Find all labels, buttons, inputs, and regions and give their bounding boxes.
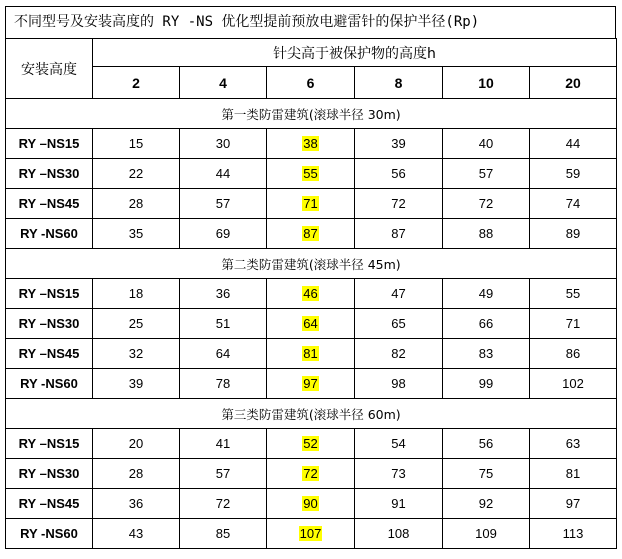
model-cell: RY -NS60 xyxy=(6,219,93,249)
radius-cell xyxy=(267,309,355,339)
section-header-row xyxy=(6,399,617,429)
section-title: 第三类防雷建筑(滚球半径 60m) xyxy=(6,399,617,429)
highlighted-value: 107 xyxy=(299,526,322,541)
height-header-8: 8 xyxy=(355,67,443,99)
table-row xyxy=(6,129,617,159)
radius-cell: 72 xyxy=(355,189,443,219)
radius-cell: 36 xyxy=(93,489,180,519)
tip-height-group-header: 针尖高于被保护物的高度h xyxy=(93,39,617,67)
radius-cell: 89 xyxy=(530,219,617,249)
radius-cell: 55 xyxy=(530,279,617,309)
model-cell: RY –NS45 xyxy=(6,339,93,369)
highlighted-value: 90 xyxy=(303,496,318,511)
radius-cell: 56 xyxy=(443,429,530,459)
radius-cell: 20 xyxy=(93,429,180,459)
radius-cell: 113 xyxy=(530,519,617,549)
highlighted-value: 97 xyxy=(303,376,318,391)
radius-cell: 43 xyxy=(93,519,180,549)
height-header-4: 4 xyxy=(180,67,267,99)
radius-cell: 57 xyxy=(180,459,267,489)
section-title: 第一类防雷建筑(滚球半径 30m) xyxy=(6,99,617,129)
radius-cell: 98 xyxy=(355,369,443,399)
model-cell: RY –NS45 xyxy=(6,489,93,519)
radius-cell: 108 xyxy=(355,519,443,549)
height-header-2: 2 xyxy=(93,67,180,99)
table-row xyxy=(6,159,617,189)
radius-cell: 91 xyxy=(355,489,443,519)
radius-cell: 75 xyxy=(443,459,530,489)
model-cell: RY -NS60 xyxy=(6,519,93,549)
radius-cell: 83 xyxy=(443,339,530,369)
model-cell: RY –NS15 xyxy=(6,279,93,309)
table-row xyxy=(6,189,617,219)
radius-cell: 74 xyxy=(530,189,617,219)
radius-cell: 78 xyxy=(180,369,267,399)
radius-cell: 57 xyxy=(443,159,530,189)
radius-cell xyxy=(267,279,355,309)
section-header-row xyxy=(6,249,617,279)
header-row-2 xyxy=(6,67,617,99)
radius-cell: 15 xyxy=(93,129,180,159)
radius-cell: 47 xyxy=(355,279,443,309)
radius-cell xyxy=(267,459,355,489)
radius-cell: 44 xyxy=(530,129,617,159)
table-row xyxy=(6,279,617,309)
radius-cell: 82 xyxy=(355,339,443,369)
table-row xyxy=(6,489,617,519)
radius-cell: 64 xyxy=(180,339,267,369)
radius-cell: 28 xyxy=(93,189,180,219)
radius-cell: 72 xyxy=(443,189,530,219)
table-row xyxy=(6,429,617,459)
highlighted-value: 72 xyxy=(303,466,318,481)
radius-cell: 40 xyxy=(443,129,530,159)
model-cell: RY –NS30 xyxy=(6,459,93,489)
radius-cell: 65 xyxy=(355,309,443,339)
radius-cell: 28 xyxy=(93,459,180,489)
radius-cell: 36 xyxy=(180,279,267,309)
table-row xyxy=(6,519,617,549)
radius-cell: 99 xyxy=(443,369,530,399)
radius-cell: 87 xyxy=(355,219,443,249)
highlighted-value: 55 xyxy=(303,166,318,181)
radius-cell: 88 xyxy=(443,219,530,249)
table-row xyxy=(6,309,617,339)
radius-cell: 59 xyxy=(530,159,617,189)
table-row xyxy=(6,369,617,399)
table-row xyxy=(6,339,617,369)
install-height-header: 安装高度 xyxy=(6,39,93,99)
radius-cell: 54 xyxy=(355,429,443,459)
radius-cell: 56 xyxy=(355,159,443,189)
radius-cell: 49 xyxy=(443,279,530,309)
table-row xyxy=(6,459,617,489)
radius-cell: 85 xyxy=(180,519,267,549)
radius-cell xyxy=(267,489,355,519)
protection-radius-table xyxy=(5,38,617,549)
radius-cell xyxy=(267,219,355,249)
radius-cell: 32 xyxy=(93,339,180,369)
height-header-20: 20 xyxy=(530,67,617,99)
model-cell: RY -NS60 xyxy=(6,369,93,399)
radius-cell xyxy=(267,159,355,189)
radius-cell: 35 xyxy=(93,219,180,249)
highlighted-value: 64 xyxy=(303,316,318,331)
protection-radius-document xyxy=(5,6,616,549)
highlighted-value: 81 xyxy=(303,346,318,361)
radius-cell: 30 xyxy=(180,129,267,159)
radius-cell xyxy=(267,519,355,549)
header-row-1 xyxy=(6,39,617,67)
radius-cell: 81 xyxy=(530,459,617,489)
model-cell: RY –NS30 xyxy=(6,159,93,189)
radius-cell xyxy=(267,339,355,369)
radius-cell: 57 xyxy=(180,189,267,219)
model-cell: RY –NS15 xyxy=(6,429,93,459)
highlighted-value: 71 xyxy=(303,196,318,211)
radius-cell xyxy=(267,129,355,159)
radius-cell: 71 xyxy=(530,309,617,339)
radius-cell: 39 xyxy=(355,129,443,159)
radius-cell: 44 xyxy=(180,159,267,189)
radius-cell xyxy=(267,429,355,459)
radius-cell: 73 xyxy=(355,459,443,489)
section-title: 第二类防雷建筑(滚球半径 45m) xyxy=(6,249,617,279)
radius-cell: 66 xyxy=(443,309,530,339)
highlighted-value: 52 xyxy=(303,436,318,451)
table-body xyxy=(6,99,617,549)
radius-cell: 25 xyxy=(93,309,180,339)
radius-cell xyxy=(267,189,355,219)
radius-cell: 51 xyxy=(180,309,267,339)
table-row xyxy=(6,219,617,249)
radius-cell: 63 xyxy=(530,429,617,459)
model-cell: RY –NS30 xyxy=(6,309,93,339)
radius-cell: 102 xyxy=(530,369,617,399)
highlighted-value: 87 xyxy=(303,226,318,241)
radius-cell: 97 xyxy=(530,489,617,519)
radius-cell: 86 xyxy=(530,339,617,369)
table-title: 不同型号及安装高度的 RY -NS 优化型提前预放电避雷针的保护半径(Rp) xyxy=(5,6,616,38)
radius-cell: 109 xyxy=(443,519,530,549)
radius-cell: 22 xyxy=(93,159,180,189)
radius-cell: 69 xyxy=(180,219,267,249)
radius-cell: 92 xyxy=(443,489,530,519)
height-header-6: 6 xyxy=(267,67,355,99)
model-cell: RY –NS15 xyxy=(6,129,93,159)
section-header-row xyxy=(6,99,617,129)
radius-cell: 41 xyxy=(180,429,267,459)
radius-cell: 18 xyxy=(93,279,180,309)
highlighted-value: 38 xyxy=(303,136,318,151)
radius-cell: 72 xyxy=(180,489,267,519)
height-header-10: 10 xyxy=(443,67,530,99)
radius-cell xyxy=(267,369,355,399)
model-cell: RY –NS45 xyxy=(6,189,93,219)
highlighted-value: 46 xyxy=(303,286,318,301)
radius-cell: 39 xyxy=(93,369,180,399)
